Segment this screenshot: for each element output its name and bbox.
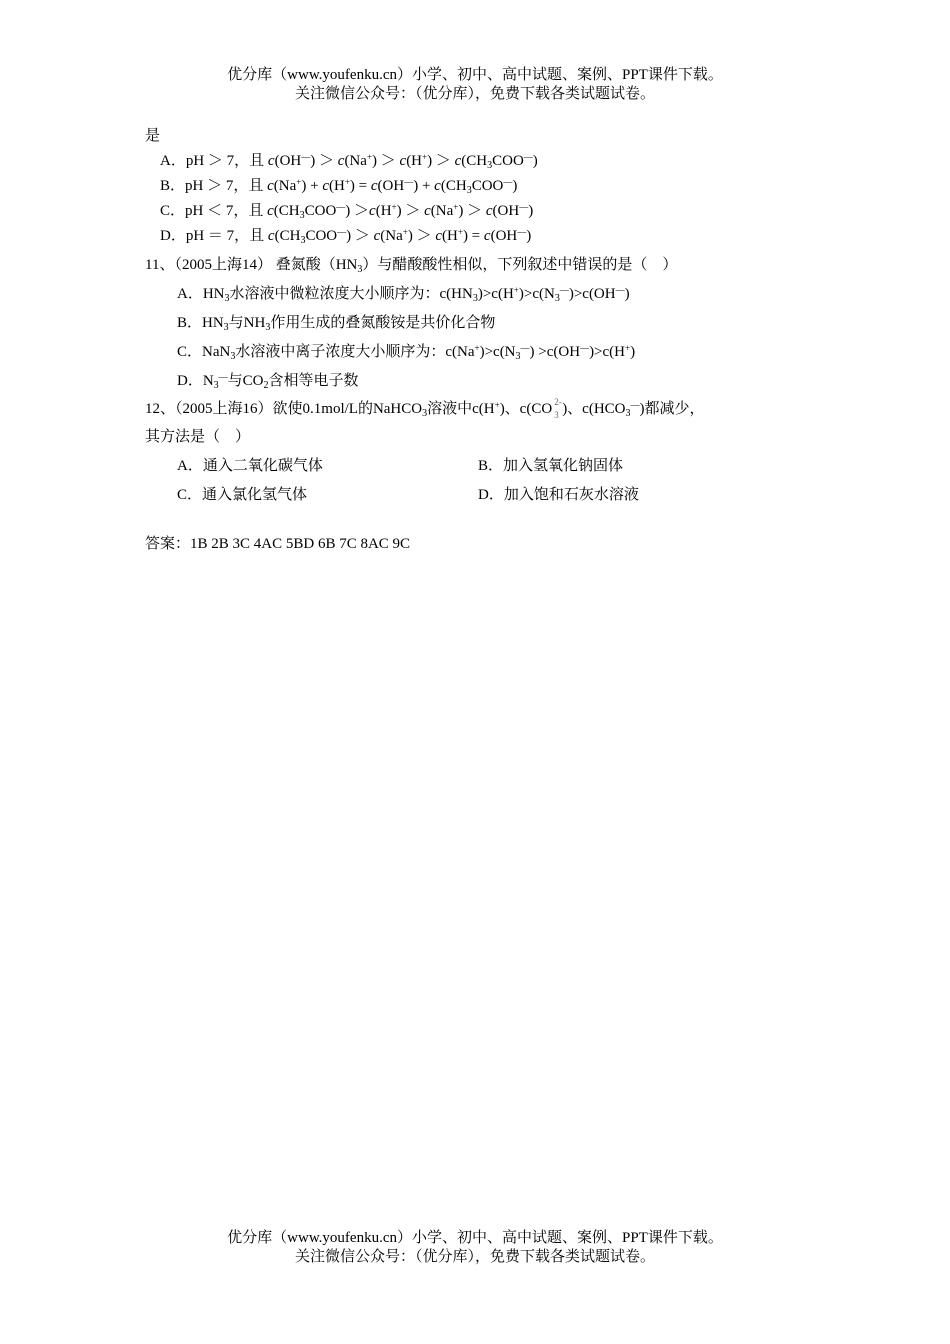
q12-option-a: A．通入二氧化碳气体	[177, 458, 323, 474]
q10-option-d: D．pH ＝ 7，且 $c(CH_3COO^—) > c(Na^+) > c(H^+) = c(OH^—)$	[160, 227, 532, 246]
page-header	[0, 66, 950, 104]
header-line-1: 优分库（www.youfenku.cn）小学、初中、高中试题、案例、PPT课件下载。	[227, 67, 723, 83]
q11-option-a: A．$HN_3$水溶液中微粒浓度大小顺序为：$c(HN_3)>c(H^+)>c(N_3^—)>c(OH^—)$	[177, 285, 630, 304]
page-footer	[0, 1229, 950, 1267]
q12-option-d: D．加入饱和石灰水溶液	[478, 487, 639, 503]
header-line-2: 关注微信公众号：（优分库），免费下载各类试题试卷。	[294, 86, 655, 102]
q10-option-c: C．pH ＜ 7，且 $c(CH_3COO^—) >c(H^+) > c(Na^+) > c(OH^—)$	[160, 202, 534, 221]
q11-option-c: C．NaN$_3$水溶液中离子浓度大小顺序为：$c(Na^+)>c(N_3^—) >c(OH^—)>c(H^+)$	[177, 343, 636, 362]
question-12-stem-line-2: 其方法是（ ）	[145, 429, 251, 445]
q10-option-b: B．pH ＞ 7，且 $c(Na^+) + c(H^+) = c(OH^—) + c(CH_3COO^—)$	[160, 177, 518, 196]
footer-line-2: 关注微信公众号：（优分库），免费下载各类试题试卷。	[294, 1249, 655, 1265]
question-12-stem: 12、（2005上海16）欲使0.1mol/L的NaHCO$_3$溶液中c(H+)、c(CO 2- 3 )、$c(HCO_3^—)$都减少，	[145, 397, 705, 420]
q12-option-b: B．加入氢氧化钠固体	[478, 458, 624, 474]
answer-key: 答案：1B 2B 3C 4AC 5BD 6B 7C 8AC 9C	[145, 536, 411, 552]
question-11-stem: 11、（2005上海14） 叠氮酸$(HN_3)$与醋酸酸性相似，下列叙述中错误的是（ ）	[145, 257, 678, 275]
carbonate-charge-stack: 2- 3	[554, 397, 562, 420]
q11-option-d: D．$N_3^—$与$CO_2$含相等电子数	[177, 372, 359, 391]
q11-option-b: B．$HN_3$与$NH_3$作用生成的叠氮酸铵是共价化合物	[177, 315, 496, 333]
question-10-tail: 是	[145, 128, 161, 144]
q12-option-c: C．通入氯化氢气体	[177, 487, 308, 503]
footer-line-1: 优分库（www.youfenku.cn）小学、初中、高中试题、案例、PPT课件下载。	[227, 1230, 723, 1246]
q10-option-a: A．pH ＞ 7，且 $c(OH^—) > c(Na^+) > c(H^+) > c(CH_3COO^—)$	[160, 152, 538, 171]
